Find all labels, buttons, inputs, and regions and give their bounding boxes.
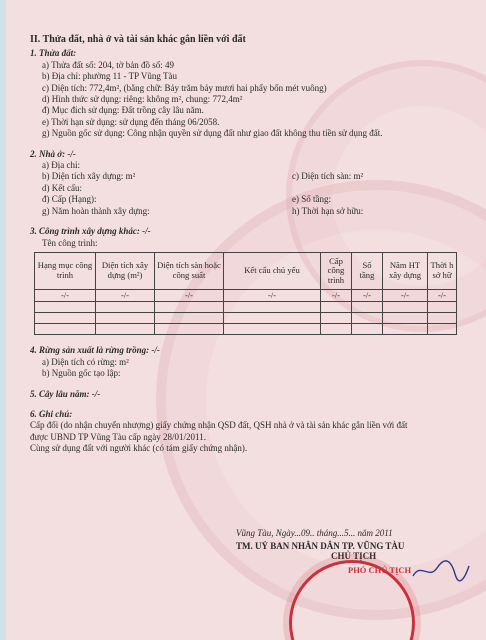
forest-heading: 4. Rừng sản xuất là rừng trồng: -/- — [30, 345, 160, 356]
stamp-role-text: PHÓ CHỦ TỊCH — [348, 565, 412, 575]
land-usage-form: d) Hình thức sử dụng: riêng: không m², chung: 772,4m² — [42, 94, 243, 105]
handwritten-signature — [411, 558, 471, 583]
house-address: a) Địa chỉ: — [42, 160, 80, 171]
table-cell: -/- — [96, 289, 155, 302]
table-row — [35, 289, 457, 302]
house-floors: e) Số tầng: — [292, 194, 331, 205]
forest-origin: b) Nguồn gốc tạo lập: — [42, 368, 121, 379]
land-term: e) Thời hạn sử dụng: sử dụng đến tháng 06/2058. — [42, 116, 220, 127]
certificate-content — [30, 34, 482, 455]
notes-body — [30, 420, 482, 454]
forest-details — [30, 357, 482, 380]
house-grade: đ) Cấp (Hạng): — [42, 194, 97, 205]
table-row — [35, 313, 457, 324]
col-term: Thời h sở hữ — [428, 252, 457, 289]
house-build-area: b) Diện tích xây dựng: m² — [42, 171, 136, 182]
works-heading: 3. Công trình xây dựng khác: -/- — [30, 226, 151, 237]
perennial-heading: 5. Cây lâu năm: -/- — [30, 388, 101, 399]
certificate-page — [6, 0, 486, 640]
note-line: Cùng sử dụng đất với người khác (có tám giấy chứng nhận). — [30, 443, 248, 454]
issuing-authority: TM. UỶ BAN NHÂN DÂN TP. VŨNG TÀU — [236, 541, 405, 551]
table-row — [35, 324, 457, 335]
col-year: Năm HT xây dựng — [383, 252, 428, 289]
issue-date: Vũng Tàu, Ngày...09.. tháng...5... năm 2011 — [236, 528, 393, 538]
col-grade: Cấp công trình — [321, 252, 352, 289]
house-details — [30, 160, 482, 217]
works-name-label: Tên công trình: — [42, 237, 98, 248]
house-heading: 2. Nhà ở: -/- — [30, 148, 76, 159]
land-area: c) Diện tích: 772,4m², (bằng chữ: Bảy trăm bảy mươi hai phẩy bốn mét vuông) — [42, 82, 327, 93]
table-cell: -/- — [155, 289, 224, 302]
table-cell: -/- — [321, 289, 352, 302]
table-cell: -/- — [352, 289, 383, 302]
table-cell: -/- — [383, 289, 428, 302]
col-structure: Kết cấu chủ yếu — [224, 252, 321, 289]
house-completion-year: g) Năm hoàn thành xây dựng: — [42, 205, 150, 216]
table-cell: -/- — [35, 289, 96, 302]
land-details — [30, 60, 482, 140]
table-cell: -/- — [224, 289, 321, 302]
table-row — [35, 302, 457, 313]
col-build-area: Diện tích xây dựng (m²) — [96, 252, 155, 289]
notes-heading: 6. Ghi chú: — [30, 409, 73, 420]
land-parcel: a) Thửa đất số: 204, tờ bản đồ số: 49 — [42, 59, 174, 70]
works-table — [34, 252, 457, 336]
land-origin: g) Nguồn gốc sử dụng: Công nhận quyền sử dụng đất như giao đất không thu tiền sử dụng đất. — [42, 128, 383, 139]
col-floors: Số tầng — [352, 252, 383, 289]
house-ownership-term: h) Thời hạn sở hữu: — [292, 205, 364, 216]
signer-role: CHỦ TỊCH — [331, 551, 377, 561]
table-cell: -/- — [428, 289, 457, 302]
land-purpose: đ) Mục đích sử dụng: Đất trồng cây lâu năm. — [42, 105, 204, 116]
land-heading: 1. Thửa đất: — [30, 48, 77, 59]
house-structure: d) Kết cấu: — [42, 182, 82, 193]
section-title: II. Thửa đất, nhà ở và tài sản khác gắn liền với đất — [30, 34, 246, 45]
house-floor-area: c) Diện tích sàn: m² — [292, 171, 364, 182]
note-line: được UBND TP Vũng Tàu cấp ngày 28/01/2011. — [30, 431, 206, 442]
note-line: Cấp đổi (do nhận chuyển nhượng) giấy chứng nhận QSD đất, QSH nhà ở và tài sản khác gắn liền với đất — [30, 420, 408, 431]
land-address: b) Địa chỉ: phường 11 - TP Vũng Tàu — [42, 71, 177, 82]
signature-block — [236, 528, 486, 561]
col-item: Hạng mục công trình — [35, 252, 96, 289]
col-floor-area: Diện tích sàn hoặc công suất — [155, 252, 224, 289]
forest-area: a) Diện tích có rừng: m² — [42, 356, 129, 367]
